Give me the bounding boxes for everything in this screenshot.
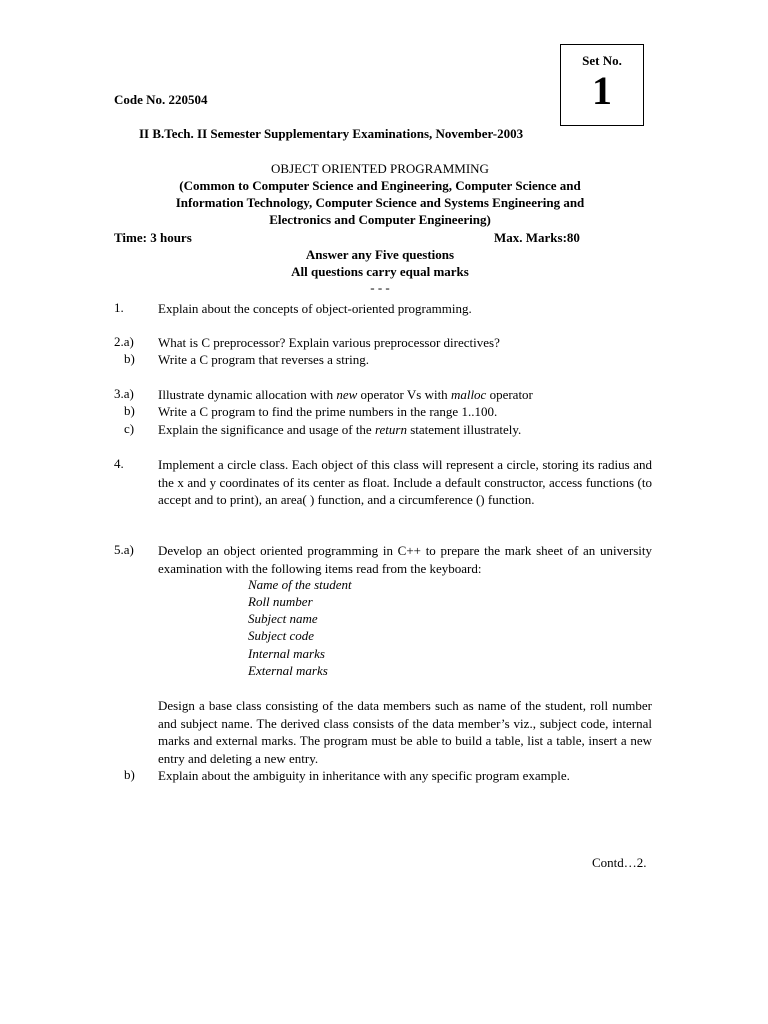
q2a-text: What is C preprocessor? Explain various preprocessor directives? [158,335,500,350]
exam-title: II B.Tech. II Semester Supplementary Examinations, November-2003 [139,126,524,141]
q3a-emphasis-new: new [336,387,358,402]
q3a-number: 3.a) [114,386,134,401]
common-line-2: Information Technology, Computer Science and Systems Engineering and [175,195,585,210]
q3b-number: b) [124,403,135,418]
q3a-emphasis-malloc: malloc [450,387,487,402]
q5a-item-internal: Internal marks [248,646,325,661]
set-number: 1 [592,68,612,113]
q5a-item-roll: Roll number [248,594,313,609]
q3c-emphasis-return: return [374,422,407,437]
q5a-number: 5.a) [114,542,134,557]
subject-title: OBJECT ORIENTED PROGRAMMING [271,161,489,176]
q4-text: Implement a circle class. Each object of this class will represent a circle, storing its radius and the x and y coordinates of its center as float. Include a default constructor, access functions (to accept and to print), an area( ) function, and a circumference () function. [158,457,652,507]
q5b-text: Explain about the ambiguity in inheritance with any specific program example. [158,768,570,783]
q4-number: 4. [114,456,124,471]
set-label: Set No. [582,53,622,68]
q3b-text: Write a C program to find the prime numbers in the range 1..100. [158,404,498,419]
q2b-text: Write a C program that reverses a string. [158,352,370,367]
continued-note: Contd…2. [592,855,647,870]
q3a-text: Illustrate dynamic allocation with new operator Vs with malloc operator [158,387,533,402]
q2b-number: b) [124,351,135,366]
q2a-number: 2.a) [114,334,134,349]
separator: - - - [370,280,390,295]
max-marks: Max. Marks:80 [494,230,580,245]
q1-number: 1. [114,300,124,315]
q3c-number: c) [124,421,135,436]
time-allowed: Time: 3 hours [114,230,192,245]
instruction-2: All questions carry equal marks [291,264,469,279]
q5b-number: b) [124,767,135,782]
set-number-box [560,44,644,126]
q1-text: Explain about the concepts of object-oriented programming. [158,301,472,316]
q3c-text: Explain the significance and usage of the return statement illustrately. [158,422,522,437]
q5a-design: Design a base class consisting of the data members such as name of the student, roll number and subject name. The derived class consists of the data member’s viz., subject code, internal marks and external marks. The program must be able to build a table, list a table, insert a new entry and deleting a new entry. [158,698,652,766]
common-line-1: (Common to Computer Science and Engineering, Computer Science and [179,178,581,193]
instruction-1: Answer any Five questions [305,247,455,262]
q5a-item-external: External marks [248,663,328,678]
code-number: Code No. 220504 [114,92,208,107]
q5a-intro: Develop an object oriented programming in C++ to prepare the mark sheet of an university examination with the following items read from the keyboard: [158,543,652,576]
q5a-item-name: Name of the student [248,577,352,592]
common-line-3: Electronics and Computer Engineering) [269,212,491,227]
q5a-item-subject-code: Subject code [248,628,315,643]
q5a-item-subject-name: Subject name [248,611,318,626]
